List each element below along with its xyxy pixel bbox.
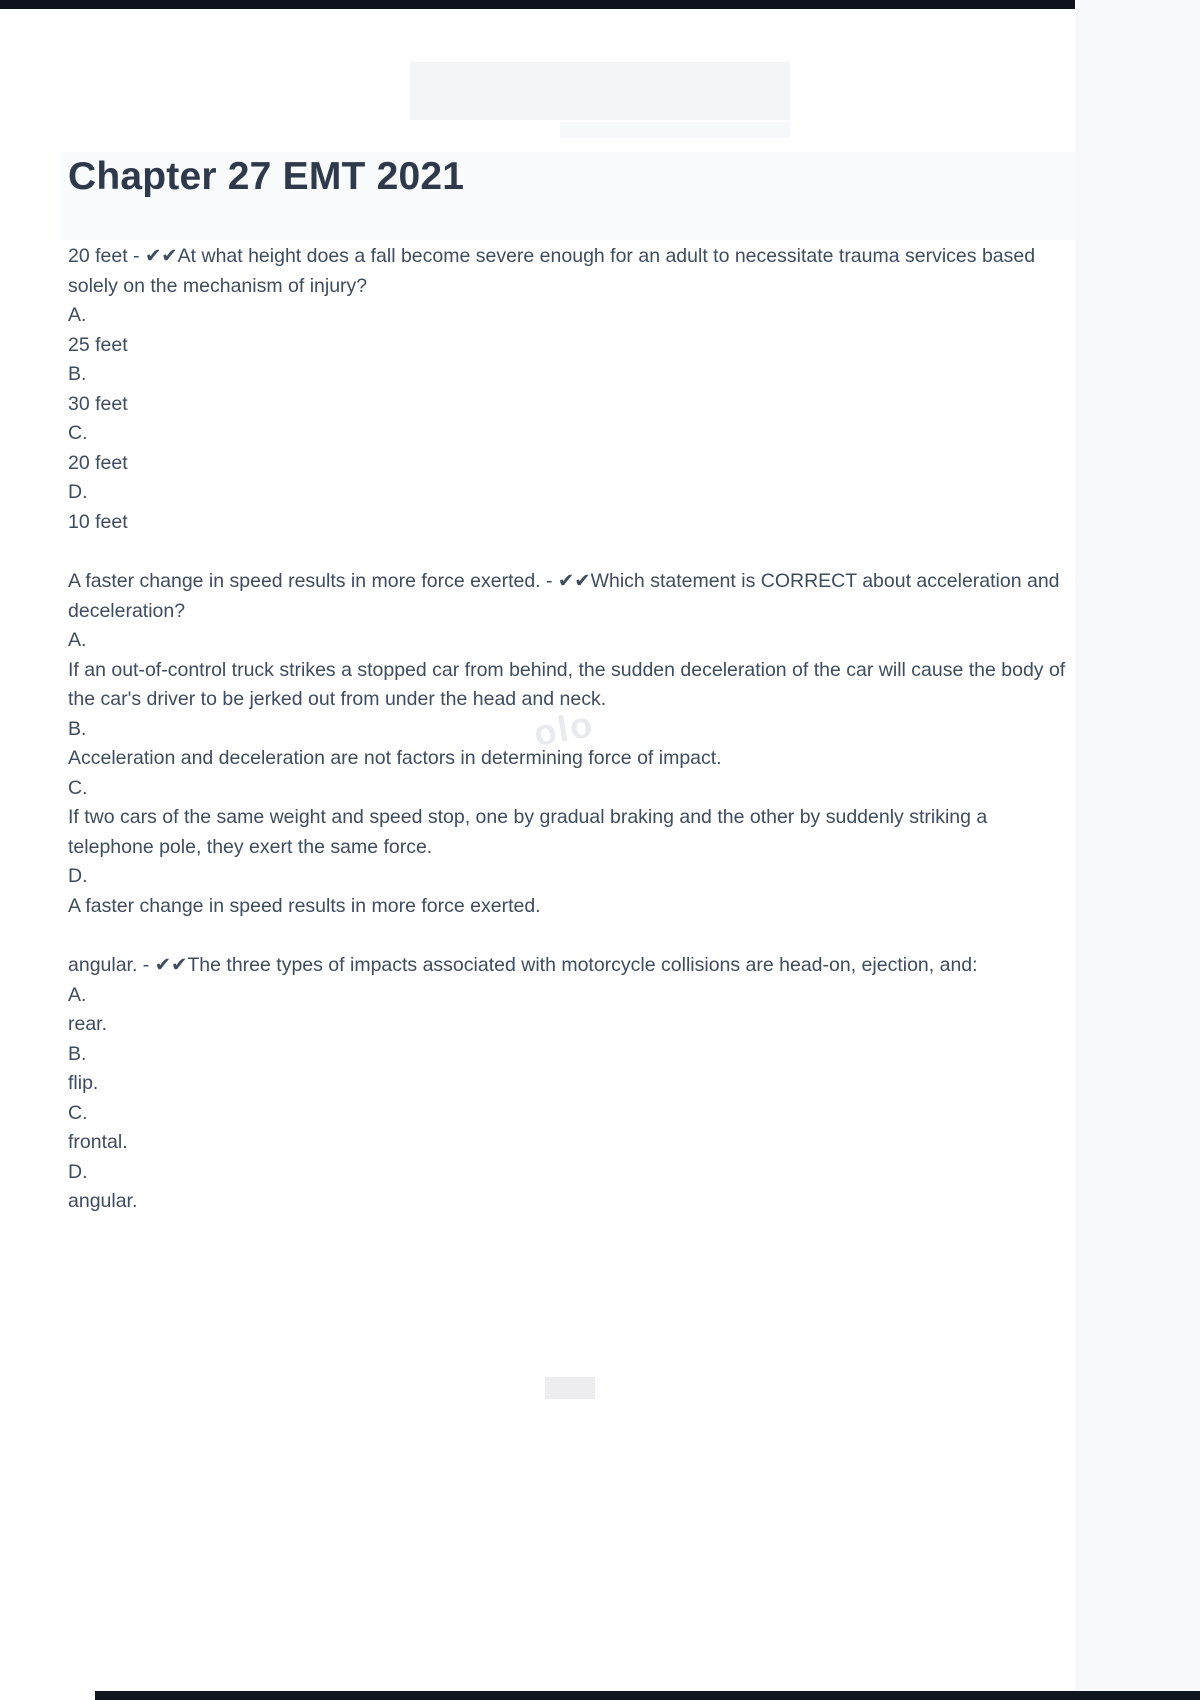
- question-block: [68, 567, 1070, 921]
- option-text: 25 feet: [68, 333, 128, 356]
- question-stem: 20 feet - ✔✔At what height does a fall become severe enough for an adult to necessitate trauma services based solely on the mechanism of injury?: [68, 245, 1036, 297]
- option-text: 30 feet: [68, 392, 128, 415]
- question-list: [68, 242, 1070, 1217]
- question-block: [68, 951, 1070, 1217]
- option-letter: D.: [68, 481, 88, 503]
- option-letter: D.: [68, 865, 88, 887]
- bottom-border-bar: [95, 1691, 1200, 1700]
- question-stem: angular. - ✔✔The three types of impacts associated with motorcycle collisions are head-on, ejection, and:: [68, 954, 978, 976]
- option-letter: A.: [68, 983, 87, 1006]
- option-text: A faster change in speed results in more force exerted.: [68, 894, 541, 917]
- option-text: If an out-of-control truck strikes a stopped car from behind, the sudden deceleration of the car will cause the body of the car's driver to be jerked out from under the head and neck.: [68, 658, 1066, 710]
- option-letter: A.: [68, 304, 87, 326]
- option-letter: D.: [68, 1160, 88, 1183]
- option-letter: C.: [68, 422, 88, 444]
- option-text: angular.: [68, 1190, 138, 1212]
- option-letter: B.: [68, 363, 87, 385]
- option-letter: B.: [68, 1042, 87, 1065]
- option-text: Acceleration and deceleration are not factors in determining force of impact.: [68, 747, 722, 769]
- option-text: flip.: [68, 1072, 99, 1094]
- option-text: frontal.: [68, 1131, 128, 1153]
- watermark-text: olo: [530, 703, 598, 754]
- question-stem: A faster change in speed results in more force exerted. - ✔✔Which statement is CORRECT about acceleration and deceleration?: [68, 570, 1060, 622]
- option-letter: C.: [68, 776, 88, 799]
- faded-watermark-rect-bottom: [545, 1377, 595, 1399]
- page-title: Chapter 27 EMT 2021: [68, 155, 465, 198]
- option-text: 20 feet: [68, 451, 128, 474]
- option-text: If two cars of the same weight and speed stop, one by gradual braking and the other by suddenly striking a telephone pole, they exert the same force.: [68, 806, 988, 858]
- option-text: rear.: [68, 1013, 108, 1035]
- option-letter: C.: [68, 1101, 88, 1124]
- option-letter: A.: [68, 629, 87, 651]
- option-letter: B.: [68, 717, 87, 740]
- question-block: [68, 242, 1070, 537]
- option-text: 10 feet: [68, 510, 128, 533]
